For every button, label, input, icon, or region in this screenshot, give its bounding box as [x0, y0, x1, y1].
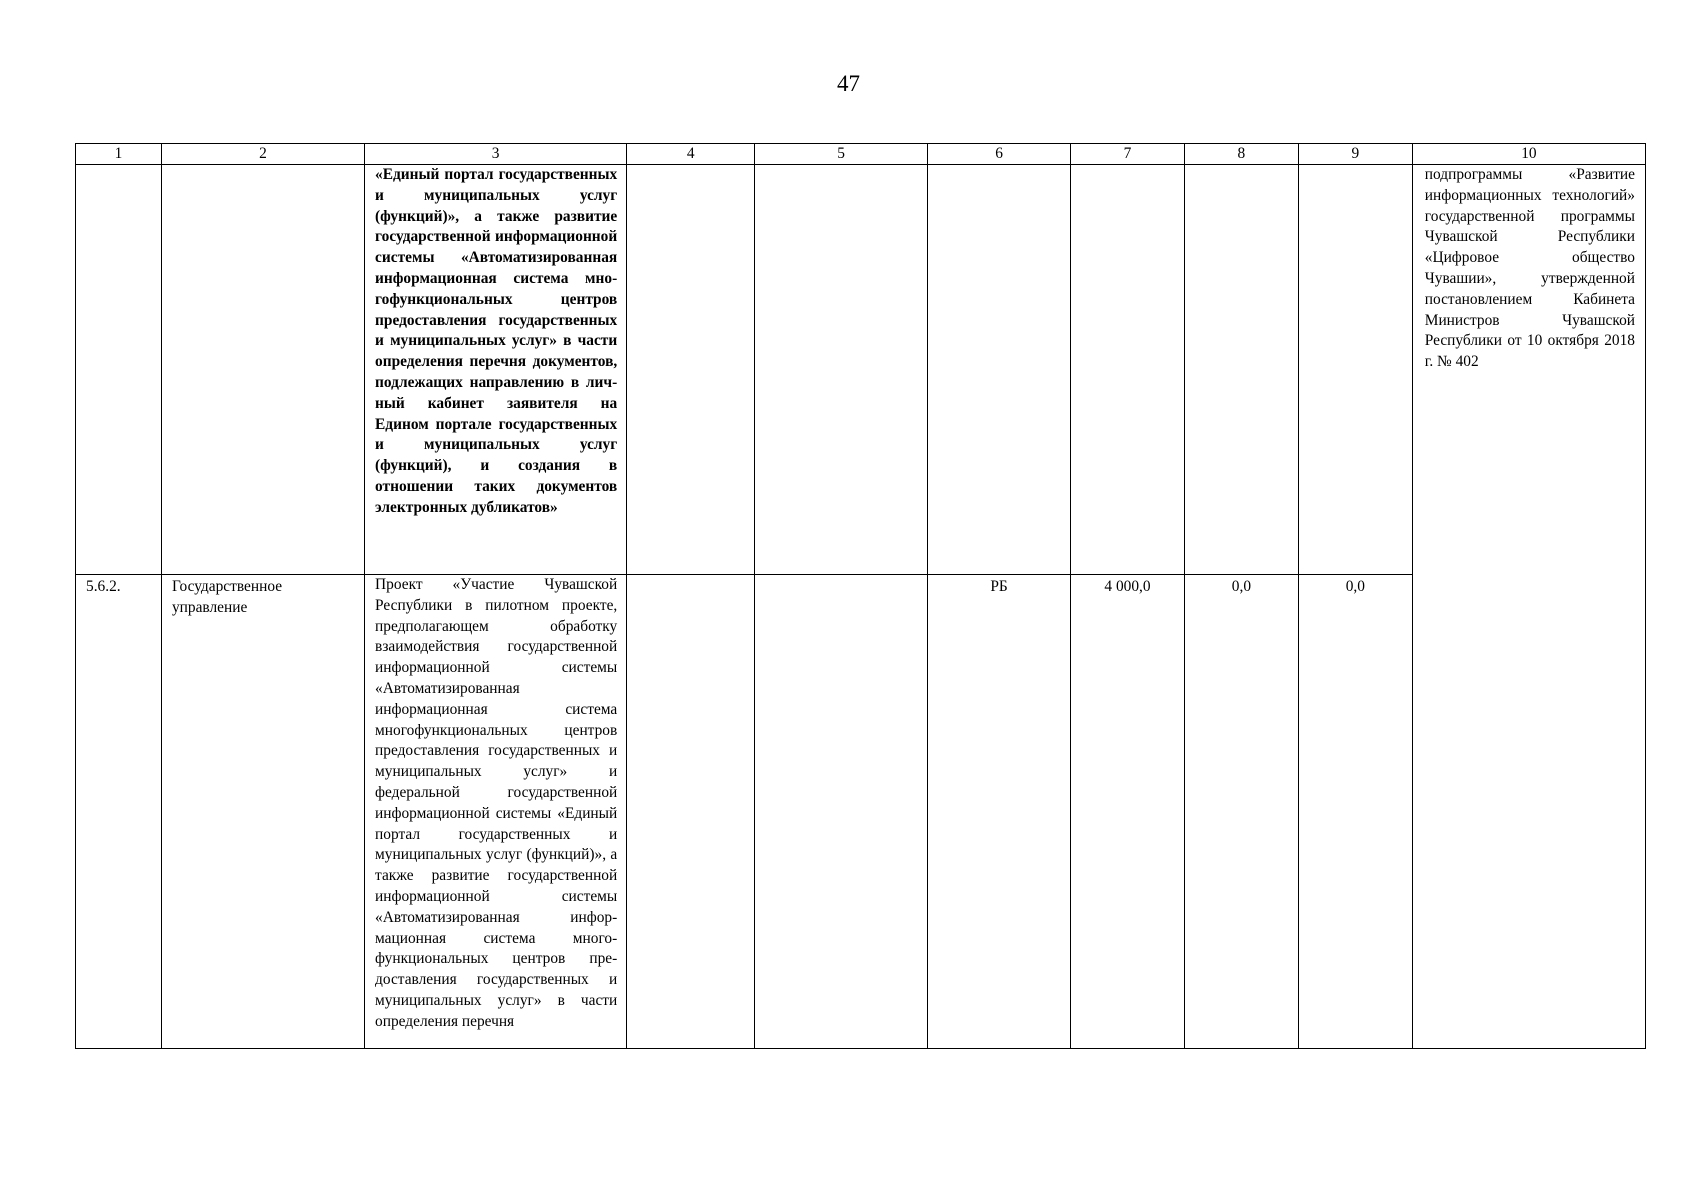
table-header-row — [76, 144, 1646, 165]
empty-cell — [755, 575, 928, 1049]
area-cell — [161, 165, 364, 575]
empty-cell — [928, 165, 1071, 575]
row-number-cell — [76, 575, 162, 1049]
column-header: 5 — [755, 144, 928, 165]
value-cell — [1071, 575, 1185, 1049]
funding-source: РБ — [990, 578, 1008, 595]
value-cell — [1298, 575, 1412, 1049]
row-number-cell — [76, 165, 162, 575]
program-table — [75, 143, 1646, 1049]
empty-cell — [1298, 165, 1412, 575]
basis-cell — [1412, 165, 1645, 1049]
area-text: Государственное управление — [171, 578, 283, 616]
column-header: 10 — [1412, 144, 1645, 165]
area-cell — [161, 575, 364, 1049]
empty-cell — [1071, 165, 1185, 575]
empty-cell — [627, 575, 755, 1049]
value-col9: 0,0 — [1345, 578, 1365, 595]
table-row — [76, 575, 1646, 1049]
page-number: 47 — [837, 71, 860, 96]
basis-text: подпрограммы «Развитие информационных технологий» государственной программы Чувашской Республики «Цифровое общество Чувашии», утвержденной постановлением Кабинета Министров Чувашской Республики от 10 октября 2018 г. № 402 — [1424, 166, 1635, 371]
empty-cell — [755, 165, 928, 575]
value-col7: 4 000,0 — [1104, 578, 1151, 595]
value-cell — [1184, 575, 1298, 1049]
row-number: 5.6.2. — [86, 578, 121, 595]
value-col8: 0,0 — [1231, 578, 1252, 595]
column-header: 8 — [1184, 144, 1298, 165]
column-header: 2 — [161, 144, 364, 165]
column-header: 6 — [928, 144, 1071, 165]
description-text: «Единый портал государственных и муниципальных услуг (функций)», а также развитие государственной информационной системы «Автоматизированная информационная система многофункциональных центров предоставления государственных и муниципальных услуг» в части определения перечня документов, подлежащих направлению в личный кабинет заявителя на Едином портале государственных и муниципальных услуг (функций), и создания в отношении таких документов электронных дубликатов» — [375, 166, 618, 516]
column-header: 1 — [76, 144, 162, 165]
table-row — [76, 165, 1646, 575]
column-header: 7 — [1071, 144, 1185, 165]
empty-cell — [1184, 165, 1298, 575]
column-header: 3 — [365, 144, 627, 165]
source-cell — [928, 575, 1071, 1049]
column-header: 4 — [627, 144, 755, 165]
description-cell — [365, 165, 627, 575]
description-cell — [365, 575, 627, 1049]
description-text: Проект «Участие Чувашской Республики в пилотном проекте, предполагающем обработку взаимодействия государственной информационной системы «Автоматизированная информационная система многофункциональных центров предоставления государственных и муниципальных услуг» и федеральной государственной информационной системы «Единый портал государственных и муниципальных услуг (функций)», а также развитие государственной информационной системы «Автоматизированная информационная система многофункциональных центров предоставления государственных и муниципальных услуг» в части определения перечня — [375, 576, 618, 1030]
empty-cell — [627, 165, 755, 575]
column-header: 9 — [1298, 144, 1412, 165]
